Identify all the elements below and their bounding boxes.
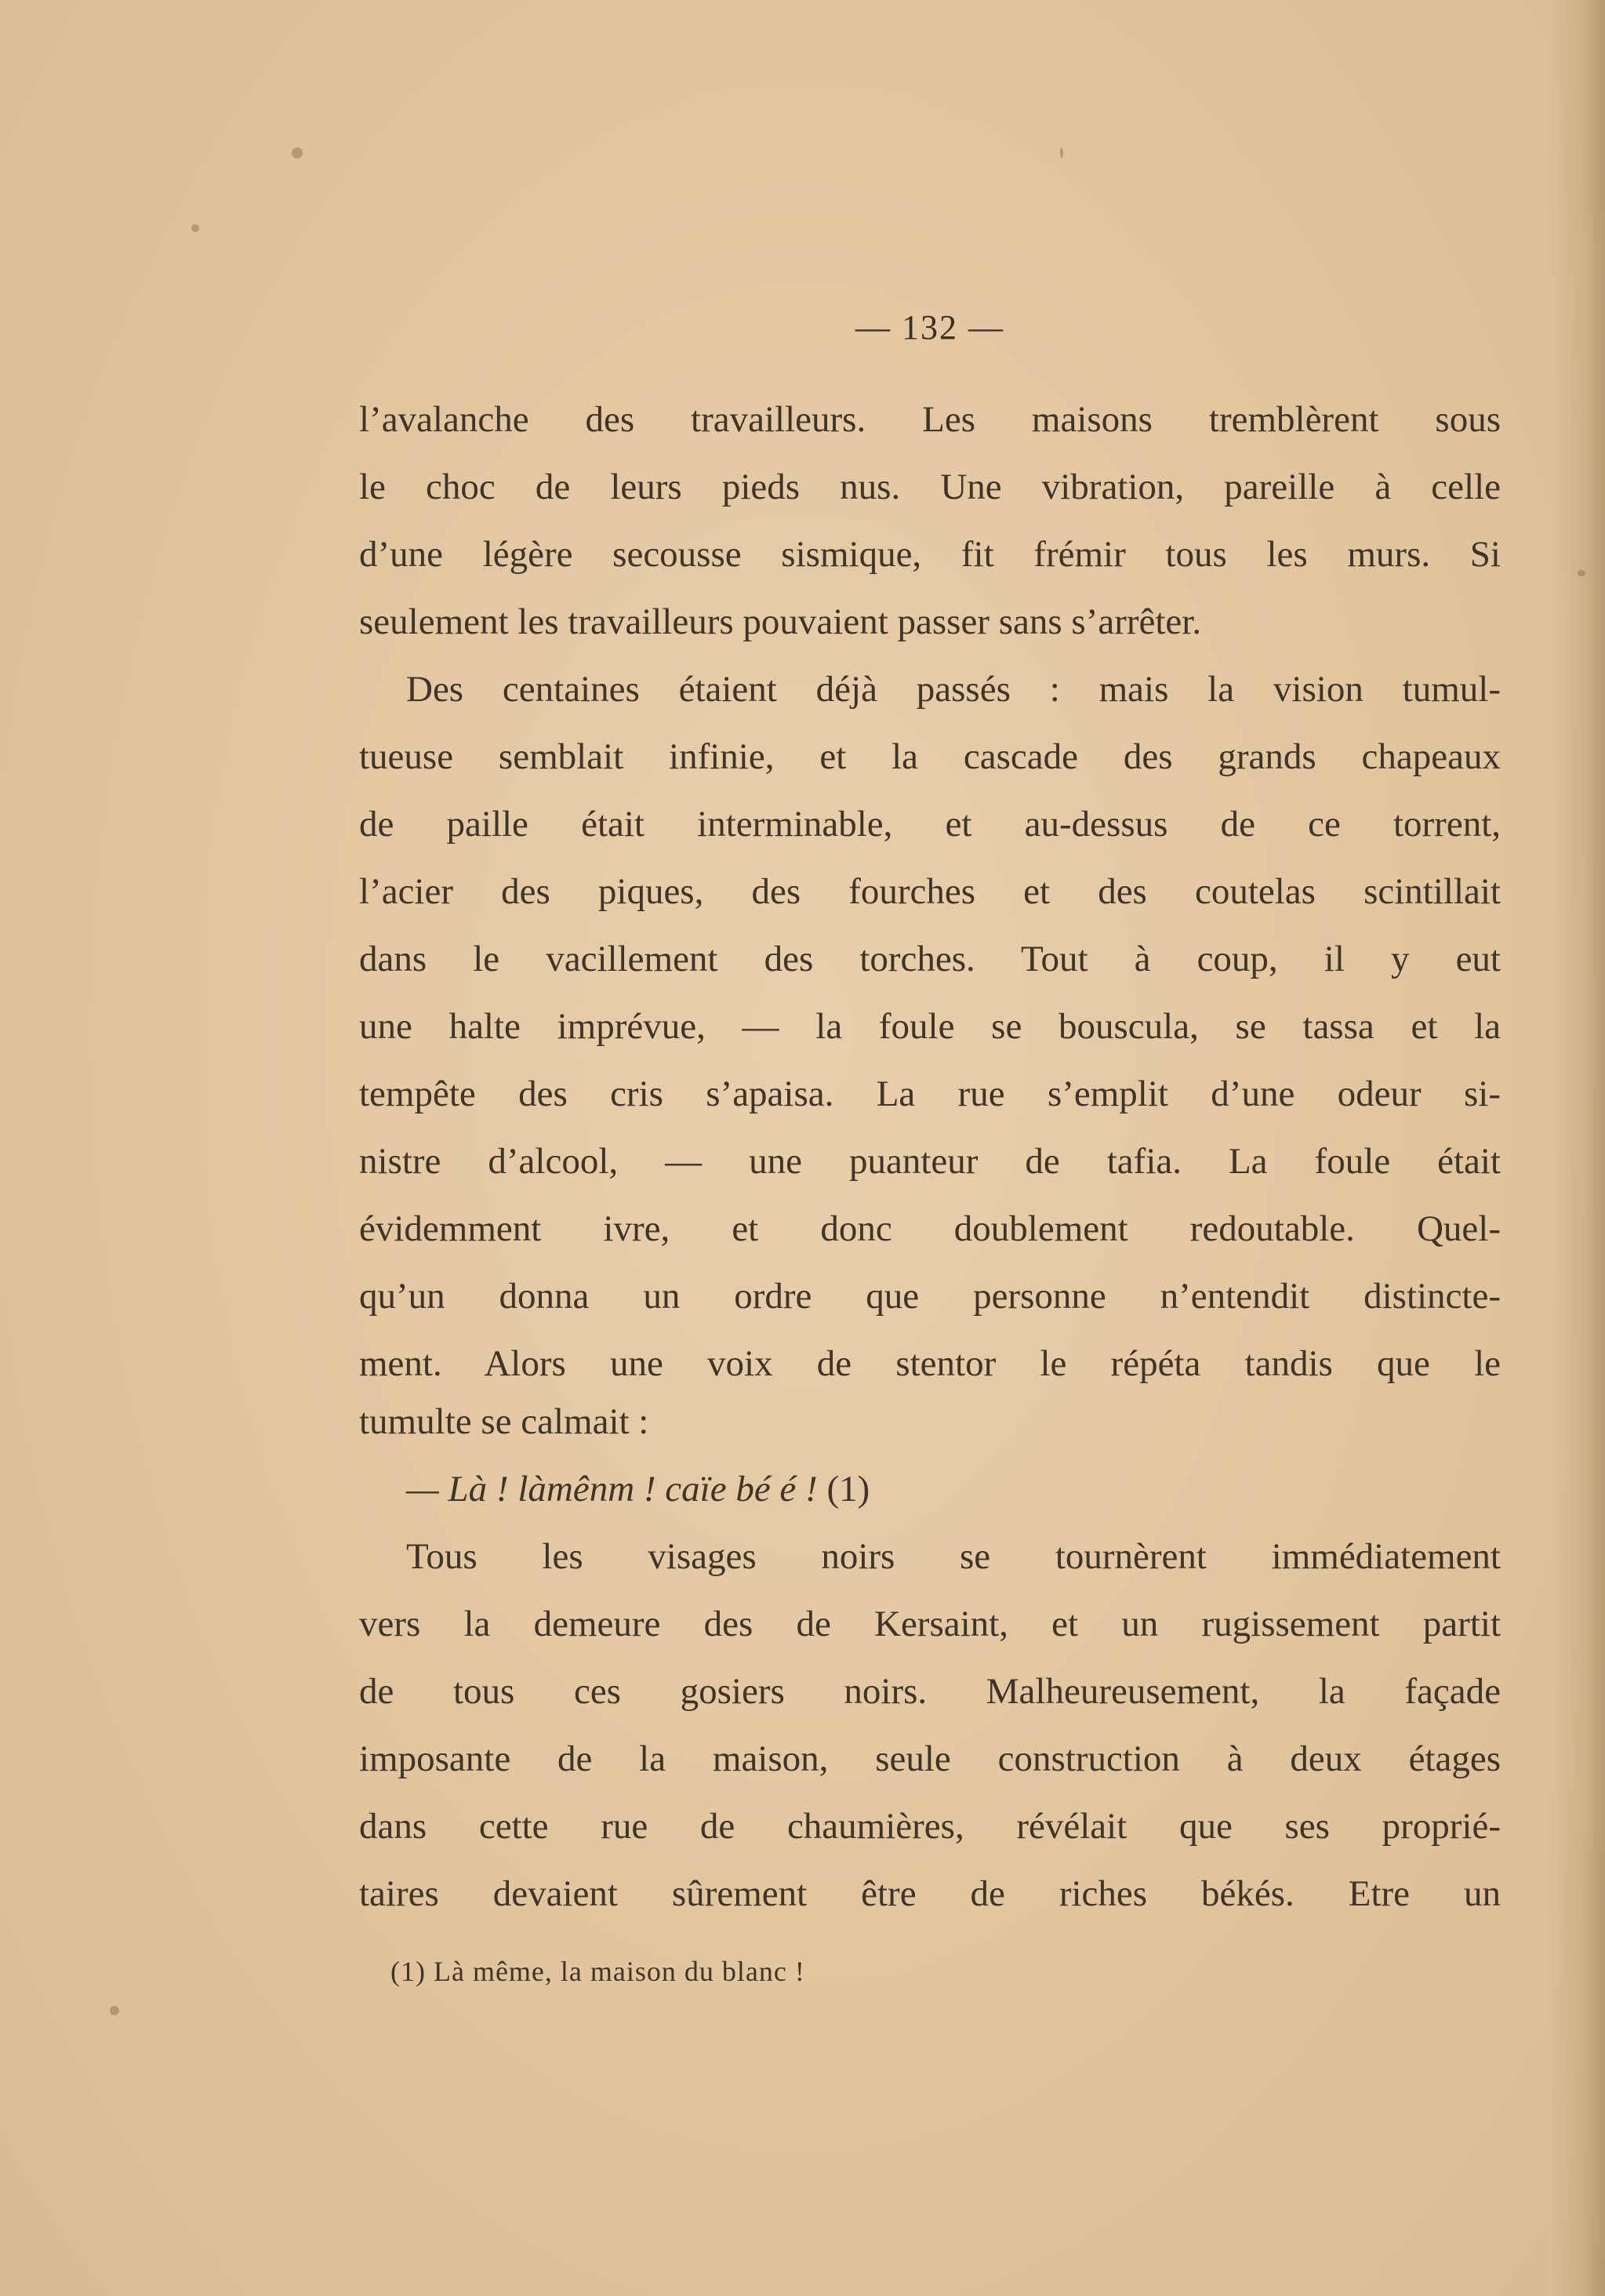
text-line: Tous les visages noirs se tournèrent immédiatement: [406, 1536, 1501, 1577]
text-line: nistre d’alcool, — une puanteur de tafia. La foule était: [359, 1141, 1501, 1182]
paper-speck: [110, 2006, 119, 2015]
text-line: l’avalanche des travailleurs. Les maisons tremblèrent sous: [359, 399, 1501, 440]
footnote-ref: (1): [826, 1469, 870, 1509]
text-line: seulement les travailleurs pouvaient passer sans s’arrêter.: [359, 601, 1202, 642]
footnote: (1) Là même, la maison du blanc !: [390, 1956, 805, 1987]
text-line: taires devaient sûrement être de riches békés. Etre un: [359, 1873, 1501, 1914]
dialogue-line: [359, 1455, 1501, 1523]
dialogue-text: — Là ! làmênm ! caïe bé é !: [406, 1469, 818, 1509]
text-line: le choc de leurs pieds nus. Une vibration, pareille à celle: [359, 467, 1501, 507]
paper-speck: [1578, 570, 1585, 576]
page-edge-shadow: [1550, 0, 1605, 2296]
text-line: dans le vacillement des torches. Tout à coup, il y eut: [359, 939, 1501, 979]
text-line: d’une légère secousse sismique, fit frémir tous les murs. Si: [359, 534, 1501, 575]
text-line: qu’un donna un ordre que personne n’entendit distincte-: [359, 1276, 1501, 1317]
text-line: dans cette rue de chaumières, révélait que ses proprié-: [359, 1806, 1501, 1847]
text-line: tueuse semblait infinie, et la cascade des grands chapeaux: [359, 736, 1501, 777]
text-line: une halte imprévue, — la foule se bouscula, se tassa et la: [359, 1006, 1501, 1047]
paper-speck: [1060, 147, 1063, 158]
paper-speck: [292, 147, 303, 158]
text-line: ment. Alors une voix de stentor le répéta tandis que le: [359, 1343, 1501, 1384]
text-line: évidemment ivre, et donc doublement redoutable. Quel-: [359, 1208, 1501, 1249]
text-line: Des centaines étaient déjà passés : mais la vision tumul-: [406, 669, 1501, 710]
page-number: — 132 —: [855, 308, 1004, 347]
text-line: tempête des cris s’apaisa. La rue s’emplit d’une odeur si-: [359, 1074, 1501, 1114]
text-line: de tous ces gosiers noirs. Malheureusement, la façade: [359, 1671, 1501, 1712]
text-line: de paille était interminable, et au-dessus de ce torrent,: [359, 804, 1501, 845]
paper-speck: [191, 224, 199, 232]
text-line: tumulte se calmait :: [359, 1401, 649, 1442]
text-line: imposante de la maison, seule construction à deux étages: [359, 1738, 1501, 1779]
text-line: l’acier des piques, des fourches et des coutelas scintillait: [359, 871, 1501, 912]
text-line: vers la demeure des de Kersaint, et un rugissement partit: [359, 1604, 1501, 1644]
